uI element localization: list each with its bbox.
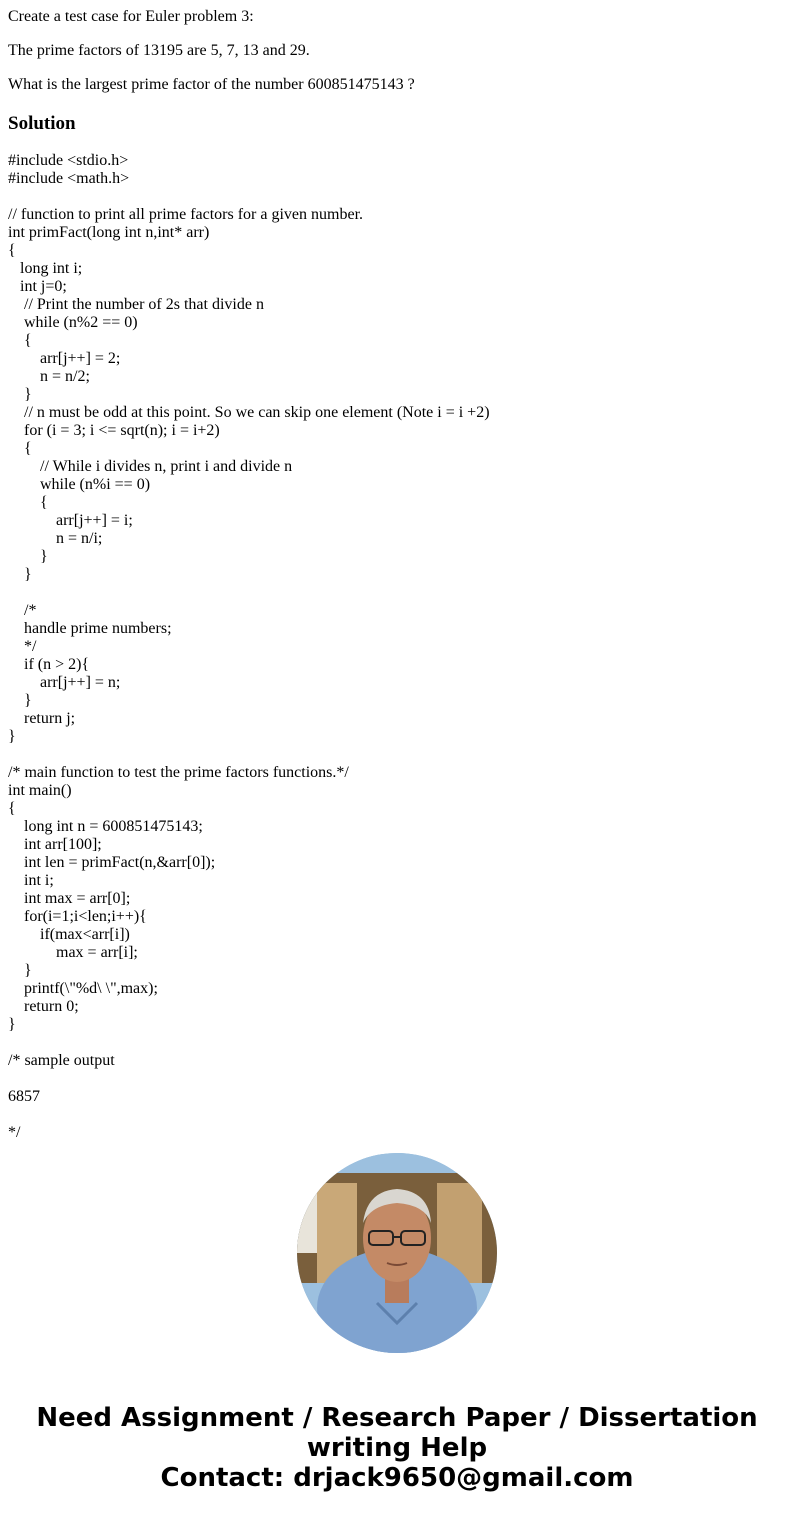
code-line: int len = primFact(n,&arr[0]);: [8, 854, 216, 871]
code-line: */: [8, 1124, 21, 1141]
question-example: The prime factors of 13195 are 5, 7, 13 and 29.: [8, 42, 310, 59]
code-line: arr[j++] = i;: [8, 512, 133, 529]
solution-heading: Solution: [8, 113, 76, 134]
code-line: int i;: [8, 872, 54, 889]
code-line: return j;: [8, 710, 76, 727]
footer-banner: [0, 1403, 794, 1493]
code-line: 6857: [8, 1088, 40, 1105]
code-line: {: [8, 800, 16, 817]
code-line: [8, 1070, 490, 1088]
code-line: handle prime numbers;: [8, 620, 172, 637]
code-line: arr[j++] = 2;: [8, 350, 121, 367]
code-block: [8, 152, 490, 1142]
code-line: }: [8, 692, 32, 709]
code-line: {: [8, 332, 32, 349]
code-line: n = n/i;: [8, 530, 103, 547]
code-line: }: [8, 962, 32, 979]
code-line: max = arr[i];: [8, 944, 138, 961]
code-line: for (i = 3; i <= sqrt(n); i = i+2): [8, 422, 220, 439]
code-line: int max = arr[0];: [8, 890, 131, 907]
code-line: // function to print all prime factors for a given number.: [8, 206, 364, 223]
code-line: {: [8, 440, 32, 457]
code-line: int main(): [8, 782, 72, 799]
code-line: for(i=1;i<len;i++){: [8, 908, 147, 925]
code-line: return 0;: [8, 998, 79, 1015]
question-task: What is the largest prime factor of the number 600851475143 ?: [8, 76, 415, 93]
code-line: }: [8, 728, 16, 745]
code-line: printf(\"%d\ \",max);: [8, 980, 158, 997]
person-photo-icon: [297, 1153, 497, 1353]
footer-contact: Contact: drjack9650@gmail.com: [160, 1463, 634, 1493]
code-line: [8, 188, 490, 206]
code-line: int arr[100];: [8, 836, 102, 853]
code-line: while (n%2 == 0): [8, 314, 138, 331]
code-line: {: [8, 242, 16, 259]
code-line: }: [8, 386, 32, 403]
code-line: */: [8, 638, 37, 655]
code-line: if (n > 2){: [8, 656, 90, 673]
code-line: int primFact(long int n,int* arr): [8, 224, 210, 241]
author-avatar: [297, 1153, 497, 1353]
code-line: }: [8, 548, 48, 565]
code-line: }: [8, 1016, 16, 1033]
code-line: [8, 746, 490, 764]
question-intro: Create a test case for Euler problem 3:: [8, 8, 254, 25]
code-line: if(max<arr[i]): [8, 926, 130, 943]
code-line: long int i;: [8, 260, 83, 277]
code-line: /*: [8, 602, 37, 619]
code-line: // n must be odd at this point. So we can skip one element (Note i = i +2): [8, 404, 490, 421]
code-line: [8, 1106, 490, 1124]
code-line: // While i divides n, print i and divide n: [8, 458, 293, 475]
code-line: long int n = 600851475143;: [8, 818, 203, 835]
code-line: #include <stdio.h>: [8, 152, 129, 169]
footer-line-2: writing Help: [306, 1433, 488, 1463]
footer-line-1: Need Assignment / Research Paper / Dissertation: [36, 1403, 758, 1433]
code-line: }: [8, 566, 32, 583]
code-line: while (n%i == 0): [8, 476, 151, 493]
code-line: arr[j++] = n;: [8, 674, 121, 691]
code-line: // Print the number of 2s that divide n: [8, 296, 264, 313]
code-line: int j=0;: [8, 278, 67, 295]
code-line: [8, 1034, 490, 1052]
code-line: #include <math.h>: [8, 170, 130, 187]
code-line: [8, 584, 490, 602]
code-line: /* sample output: [8, 1052, 115, 1069]
code-line: {: [8, 494, 48, 511]
code-line: /* main function to test the prime factors functions.*/: [8, 764, 349, 781]
code-line: n = n/2;: [8, 368, 90, 385]
